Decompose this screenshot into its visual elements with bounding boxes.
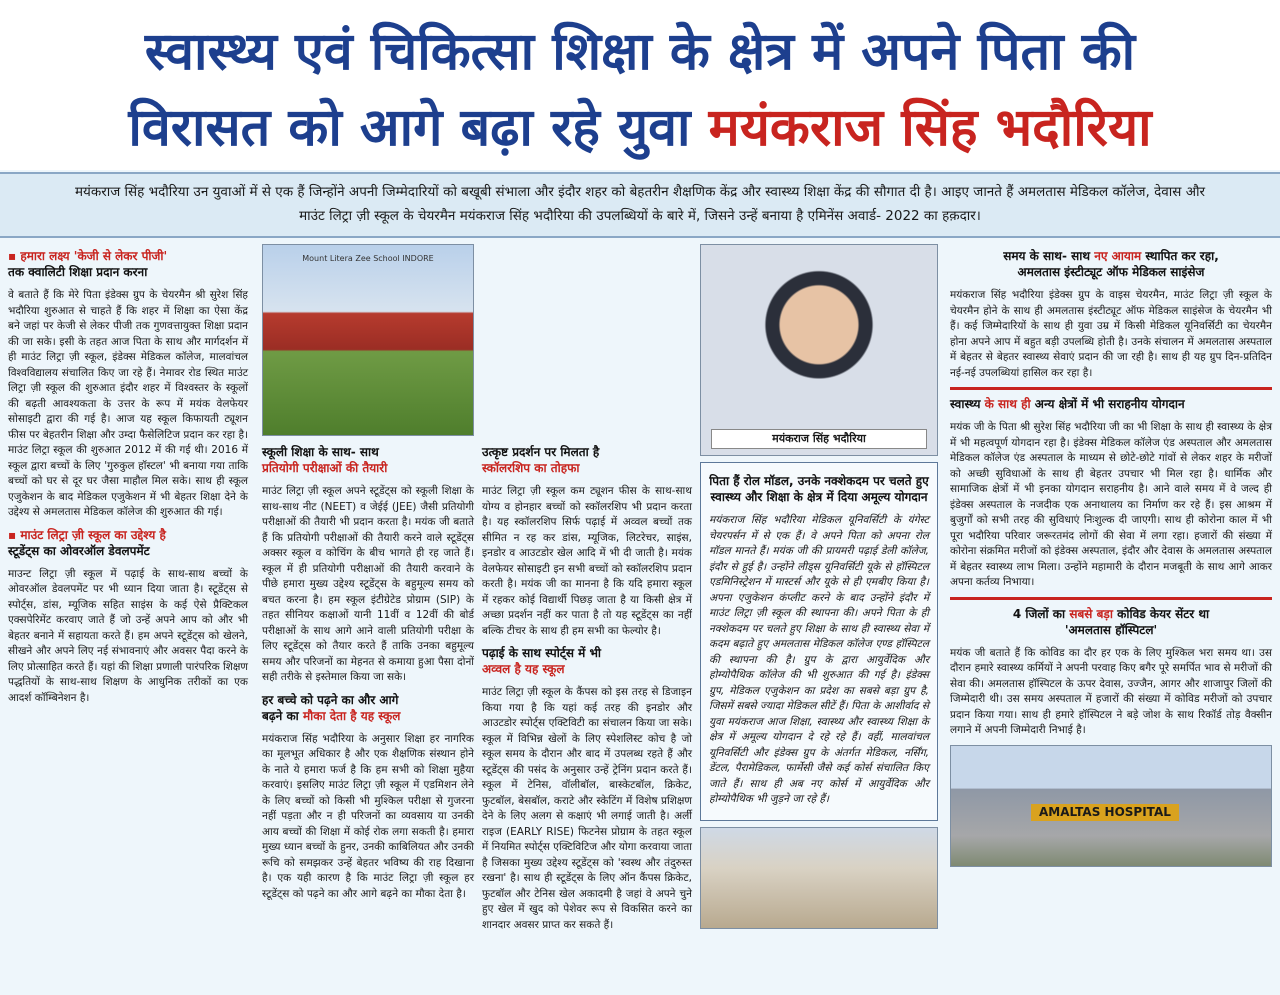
headline bbox=[0, 0, 1280, 170]
col2-heading-2 bbox=[262, 692, 474, 724]
col3-heading-2-b: अव्वल है यह स्कूल bbox=[482, 662, 565, 676]
column-2 bbox=[262, 244, 474, 908]
column-4 bbox=[700, 244, 938, 929]
school-building-photo bbox=[262, 244, 474, 436]
school-sign: Mount Litera Zee School INDORE bbox=[302, 254, 434, 263]
col2-heading-1-b: प्रतियोगी परीक्षाओं की तैयारी bbox=[262, 461, 388, 475]
col3-heading-1 bbox=[482, 444, 692, 476]
col5-heading-2-a: स्वास्थ्य bbox=[950, 397, 981, 411]
col1-heading-2-b: स्टूडेंट्स का ओवरऑल डेवलपमेंट bbox=[8, 543, 150, 558]
col3-heading-2-a: पढ़ाई के साथ स्पोर्ट्स में भी bbox=[482, 646, 602, 660]
col5-heading-1-d: अमलतास इंस्टीट्यूट ऑफ मेडिकल साइंसेज bbox=[1017, 265, 1205, 279]
col3-heading-2 bbox=[482, 645, 692, 677]
divider bbox=[950, 597, 1272, 600]
col5-paragraph-2: मयंक जी के पिता श्री सुरेश सिंह भदौरिया जी का भी शिक्षा के साथ ही स्वास्थ्य के क्षेत्र में भी महत्वपूर्ण योगदान रहा है। इंडेक्स मेडिकल कॉलेज एंड अस्पताल और अमलतास मेडिकल कॉलेज एंड अस्पताल के माध्यम से छोटे-छोटे गांवों से लेकर शहर के मरीजों को अच्छी सुविधाओं के साथ ही बेहतर उपचार भी मिल रहा है। धार्मिक और सामाजिक क्षेत्रों में भी इनका योगदान सराहनीय है। आने वाले समय में वे जल्द ही इंडेक्स अस्पताल के नजदीक एक अनाथालय का निर्माण कर रहे हैं। इस आश्रम में बुजुर्गों को सभी तरह की सुविधाएं निःशुल्क दी जाएगी। साथ ही कोरोना काल में भी पूरा भदौरिया परिवार जरूरतमंद लोगों की सेवा में लगा रहा। हजारों की संख्या में कोरोना संक्रमित मरीजों को इंडेक्स अस्पताल, इंदौर और देवास के अमलतास अस्पताल में बेहतर स्वास्थ्य लाभ मिला। उन्होंने महामारी के दौरान मजबूती के साथ आगे आकर अपना कर्तव्य निभाया। bbox=[950, 421, 1272, 588]
hospital-sign: AMALTAS HOSPITAL bbox=[1031, 804, 1179, 822]
col1-heading-1 bbox=[8, 248, 248, 280]
col5-heading-1 bbox=[950, 248, 1272, 280]
col1-paragraph-1: वे बताते हैं कि मेरे पिता इंडेक्स ग्रुप के चेयरमैन श्री सुरेश सिंह भदौरिया शुरुआत से चाहते हैं कि शहर में शिक्षा का ऐसा केंद्र बने जहां पर केजी से लेकर पीजी तक गुणवत्तायुक्त शिक्षा प्रदान की जा सके। इसी के तहत आज पिता के साथ और मार्गदर्शन में ही माउंट लिट्रा ज़ी स्कूल, इंडेक्स मेडिकल कॉलेज, मालवांचल विश्वविद्यालय संचालित किए जा रहे हैं। नेमावर रोड स्थित माउंट लिट्रा ज़ी स्कूल की शुरुआत इंदौर शहर में विश्वस्तर के स्कूलों की बढ़ती आवश्यकता के उत्तर के रूप में मयंक वेलफेयर सोसाइटी द्वारा की गई है। आज यह स्कूल किफायती ट्यूशन फीस पर बेहतरीन शिक्षा और उम्दा फैसेलिटिज प्रदान कर रहा है। माउंट लिट्रा स्कूल की शुरुआत 2012 में की गई थी। 2016 में स्कूल द्वारा बच्चों के लिए 'गुरुकुल हॉस्टल' भी बनाया गया ताकि बच्चों को घर से दूर घर जैसा माहौल मिल सके। साथ ही स्कूल एजुकेशन के बाद मेडिकल एजुकेशन में भी बेहतर शिक्षा देने के उद्देश्य से अमलतास मेडिकल कॉलेज की शुरुआत की गई। bbox=[8, 289, 248, 518]
column-1 bbox=[8, 244, 248, 712]
col1-paragraph-2: माउन्ट लिट्रा ज़ी स्कूल में पढ़ाई के साथ-साथ बच्चों के ओवरऑल डेवलपमेंट पर भी ध्यान दिया जाता है। स्टूडेंट्स से स्पोर्ट्स, डांस, म्यूजिक सहित साइंस के कई ऐसे प्रैक्टिकल एक्सपेरिमेंट करवाए जाते हैं जो उन्हें अपने आप को और भी बेहतर बनाने में सहायता करते हैं। हम अपने स्टूडेंट्स को खेलने, सीखने और अपने लिए नई संभावनाएं और अवसर पैदा करने के लिए प्रोत्साहित करते हैं। यहां की शिक्षा प्रणाली पारंपरिक शिक्षण पद्धतियों के साथ-साथ शिक्षण के आधुनिक तरीकों का एक आदर्श कॉम्बिनेशन है। bbox=[8, 567, 248, 704]
col5-heading-2-c: अन्य क्षेत्रों में भी सराहनीय योगदान bbox=[1034, 397, 1185, 411]
col1-heading-1-a: हमारा लक्ष्य 'केजी से लेकर पीजी' bbox=[20, 249, 168, 263]
col2-heading-1 bbox=[262, 444, 474, 476]
col1-heading-2 bbox=[8, 527, 248, 559]
bullet-icon: ▪ bbox=[8, 527, 17, 542]
col2-heading-2-b: बढ़ने का bbox=[262, 708, 299, 723]
col3-paragraph-1: माउंट लिट्रा ज़ी स्कूल कम ट्यूशन फीस के साथ-साथ योग्य व होनहार बच्चों को स्कॉलरशिप भी प्रदान करता है। यह स्कॉलरशिप सिर्फ पढ़ाई में अव्वल बच्चों तक सीमित न रह कर डांस, म्यूजिक, लिटरेचर, साइंस, इनडोर व आउटडोर खेल आदि में भी दी जाती है। मयंक वेलफेयर सोसाइटी इन सभी बच्चों को स्कॉलरशिप प्रदान करती है। मयंक जी का मानना है कि यदि हमारा स्कूल में रहकर कोई विद्यार्थी पिछड़ जाता है या किसी क्षेत्र में अच्छा प्रदर्शन नहीं कर पाता है तो यह स्टूडेंट्स का नहीं बल्कि टीचर के साथ ही हम सभी का फेल्योर है। bbox=[482, 485, 692, 637]
portrait-caption: मयंकराज सिंह भदौरिया bbox=[711, 429, 927, 449]
col5-heading-2-b: के साथ ही bbox=[984, 397, 1031, 411]
col2-heading-2-a: हर बच्चे को पढ़ने का और आगे bbox=[262, 692, 399, 707]
col2-heading-1-a: स्कूली शिक्षा के साथ- साथ bbox=[262, 445, 379, 459]
col5-heading-2 bbox=[950, 396, 1272, 412]
column-5 bbox=[950, 244, 1272, 867]
col3-paragraph-2: माउंट लिट्रा ज़ी स्कूल के कैंपस को इस तरह से डिजाइन किया गया है कि यहां कई तरह की इनडोर और आउटडोर स्पोर्ट्स एक्टिविटी का संचालन किया जा सके। स्कूल में विभिन्न खेलों के लिए स्पेशलिस्ट कोच है जो स्कूल समय के दौरान और बाद में उपलब्ध रहते हैं और स्टूडेंट्स की पसंद के अनुसार उन्हें ट्रेनिंग प्रदान करते हैं। स्कूल में टेनिस, वॉलीबॉल, बास्केटबॉल, क्रिकेट, फुटबॉल, बेसबॉल, कराटे और स्केटिंग में विशेष प्रशिक्षण देने के लिए अलग से कक्षाएं भी लगाई जाती है। अर्ली राइज (EARLY RISE) फिटनेस प्रोग्राम के तहत स्कूल में नियमित स्पोर्ट्स एक्टिविटिज और योगा करवाया जाता है जिसका मुख्य उद्देश्य स्टूडेंट्स को 'स्वस्थ और तंदुरुस्त रखना' है। साथ ही स्टूडेंट्स के लिए ऑन कैंपस क्रिकेट, फुटबॉल और टेनिस खेल अकादमी है जहां वे अपने चुने हुए खेल में खुद को पेशेवर रूप से विकसित करने का शानदार अवसर प्राप्त कर सकते हैं। bbox=[482, 686, 692, 931]
col5-heading-3-c: कोविड केयर सेंटर था bbox=[1117, 606, 1210, 621]
intro-strip bbox=[0, 172, 1280, 238]
col5-heading-1-a: समय के साथ- साथ bbox=[1003, 249, 1090, 263]
col4-paragraph: मयंकराज सिंह भदौरिया मेडिकल यूनिवर्सिटी के यंगेस्ट चेयरपर्सन में से एक हैं। वे अपने पिता को अपना रोल मॉडल मानते हैं। मयंक जी की प्रायमरी पढ़ाई डेली कॉलेज, इंदौर से हुई है। उन्होंने लीड्स यूनिवर्सिटी यूके से हॉस्पिटल एडमिनिस्ट्रेशन में मास्टर्स और यूके से ही एमबीए किया है। अपना एजुकेशन कंप्लीट करने के बाद उन्होंने इंदौर में माउंट लिट्रा ज़ी स्कूल की स्थापना की। अपने पिता के ही नक्शेकदम पर चलते हुए शिक्षा के साथ ही स्वास्थ्य सेवा में कदम बढ़ाते हुए अमलतास मेडिकल कॉलेज एण्ड हॉस्पिटल की स्थापना की है। ग्रुप के द्वारा आयुर्वेदिक और होम्योपैथिक कॉलेज की भी शुरुआत की गई है। इंडेक्स ग्रुप, मेडिकल एजुकेशन का प्रदेश का सबसे बड़ा ग्रुप है, जिसमें सबसे ज्यादा मेडिकल सीटें हैं। पिता के आशीर्वाद से युवा मयंकराज आज शिक्षा, स्वास्थ्य और स्वास्थ्य शिक्षा के क्षेत्र में अमूल्य योगदान दे रहे रहे हैं। वहीं, मालवांचल यूनिवर्सिटी और इंडेक्स ग्रुप के अंतर्गत मेडिकल, नर्सिंग, डेंटल, पैरामेडिकल, फार्मेसी जैसे कई कोर्स संचालित किए जाते हैं। साथ ही अब नए कोर्स में आयुर्वेदिक और होम्योपैथिक भी जुड़ने जा रहे हैं। bbox=[709, 514, 929, 805]
col3-heading-1-a: उत्कृष्ट प्रदर्शन पर मिलता है bbox=[482, 445, 600, 459]
headline-line-1: स्वास्थ्य एवं चिकित्सा शिक्षा के क्षेत्र में अपने पिता की bbox=[144, 22, 1136, 82]
col5-paragraph-1: मयंकराज सिंह भदौरिया इंडेक्स ग्रुप के वाइस चेयरमैन, माउंट लिट्रा ज़ी स्कूल के चेयरमैन होने के साथ ही अमलतास इंस्टीट्यूट ऑफ मेडिकल साइंसेज के चेयरमैन भी हैं। कई जिम्मेदारियों के साथ ही युवा उम्र में किसी मेडिकल यूनिवर्सिटी का चेयरमैन होना अपने आप में बहुत बड़ी उपलब्धि होती है। उनके संचालन में अमलतास अस्पताल में बेहतर से बेहतर स्वास्थ्य सेवाएं प्रदान की जा रही है। साथ ही यह ग्रुप दिन-प्रतिदिन नई-नई उपलब्धियां हासिल कर रहा है। bbox=[950, 289, 1272, 379]
col5-paragraph-3: मयंक जी बताते हैं कि कोविड का दौर हर एक के लिए मुश्किल भरा समय था। उस दौरान हमारे स्वास्थ्य कर्मियों ने अपनी परवाह किए बगैर पूरे समर्पित भाव से मरीजों की सेवा की। अमलतास हॉस्पिटल के ऊपर देवास, उज्जैन, आगर और शाजापुर जिलों की जिम्मेदारी थी। उस समय अस्पताल में हजारों की संख्या में कोविड मरीजों को उपचार प्रदान किया गया। साथ ही हमारे हॉस्पिटल ने बड़े जोश के साथ रिकॉर्ड तोड़ वैक्सीन लगाने में अपनी जिम्मेदारी निभाई है। bbox=[950, 646, 1272, 736]
col5-heading-1-b: नए आयाम bbox=[1094, 249, 1142, 263]
col5-heading-1-c: स्थापित कर रहा, bbox=[1145, 249, 1219, 263]
col4-feature-box bbox=[700, 462, 938, 821]
hospital-photo bbox=[950, 745, 1272, 867]
divider bbox=[950, 387, 1272, 390]
col5-heading-3-a: 4 जिलों का bbox=[1012, 606, 1066, 621]
intro-text: मयंकराज सिंह भदौरिया उन युवाओं में से एक हैं जिन्होंने अपनी जिम्मेदारियों को बखूबी संभाला और इंदौर शहर को बेहतरीन शैक्षणिक केंद्र और स्वास्थ्य शिक्षा केंद्र की सौगात दी है। आइए जानते हैं अमलतास मेडिकल कॉलेज, देवास और माउंट लिट्रा ज़ी स्कूल के चेयरमैन मयंकराज सिंह भदौरिया की उपलब्धियों के बारे में, जिसने उन्हें बनाया है एमिनेंस अवार्ड- 2022 का हक़दार। bbox=[74, 184, 1206, 224]
col2-paragraph-1: माउंट लिट्रा ज़ी स्कूल अपने स्टूडेंट्स को स्कूली शिक्षा के साथ-साथ नीट (NEET) व जेईई (JEE) जैसी प्रतियोगी परीक्षाओं की तैयारी भी प्रदान करता है। मयंक जी बताते हैं कि प्रतियोगी परीक्षाओं की तैयारी करने वाले स्टूडेंट्स अक्सर स्कूल व कोचिंग के बीच भागते ही रह जाते हैं। स्कूल में ही प्रतियोगी परीक्षाओं की तैयारी करवाने के पीछे हमारा मुख्य उद्देश्य स्टूडेंट्स के बहुमूल्य समय को बचत करना है। हम स्कूल इंटीग्रेटेड प्रोग्राम (SIP) के तहत सीनियर कक्षाओं यानी 11वीं व 12वीं की बोर्ड परीक्षाओं के साथ आगे आने वाली प्रतियोगी परीक्षा के लिए स्टूडेंट्स को तैयार करते हैं ताकि उनका बहुमूल्य समय और परिजनों का मेहनत से कमाया हुआ पैसा दोनों सही तरीके से इस्तेमाल किया जा सके। bbox=[262, 485, 474, 683]
col5-heading-3 bbox=[950, 606, 1272, 638]
col5-heading-3-b: सबसे बड़ा bbox=[1069, 606, 1113, 621]
col2-paragraph-2: मयंकराज सिंह भदौरिया के अनुसार शिक्षा हर नागरिक का मूलभूत अधिकार है और एक शैक्षणिक संस्थान होने के नाते ये हमारा फर्ज है कि हम सभी को शिक्षा मुहैया करवाएं। इसलिए माउंट लिट्रा ज़ी स्कूल में एडमिशन लेने के लिए बच्चों को किसी भी मुश्किल परीक्षा से गुजरना नहीं पड़ता और न ही परिजनों का व्यवसाय या उनकी आय बच्चों की शिक्षा में कोई रोक लगा सकती है। हमारा मुख्य ध्यान बच्चों के हुनर, उनकी काबिलियत और उनकी रूचि को समझकर उन्हें बेहतर भविष्य की राह दिखाना है। एक यही कारण है कि माउंट लिट्रा ज़ी स्कूल हर स्टूडेंट्स को पढ़ने का और आगे बढ़ने का मौका देता है। bbox=[262, 732, 474, 900]
medical-college-photo bbox=[700, 827, 938, 929]
headline-name: मयंकराज सिंह भदौरिया bbox=[708, 98, 1152, 158]
column-3 bbox=[482, 440, 692, 939]
col1-heading-1-b: तक क्वालिटी शिक्षा प्रदान करना bbox=[8, 265, 148, 279]
col4-heading: पिता हैं रोल मॉडल, उनके नक्शेकदम पर चलते हुए स्वास्थ्य और शिक्षा के क्षेत्र में दिया अमूल्य योगदान bbox=[709, 474, 929, 504]
col5-heading-3-d: 'अमलतास हॉस्पिटल' bbox=[1064, 622, 1158, 637]
col2-heading-2-c: मौका देता है यह स्कूल bbox=[302, 708, 401, 723]
portrait-photo bbox=[700, 244, 938, 456]
col3-heading-1-b: स्कॉलरशिप का तोहफा bbox=[482, 461, 580, 475]
bullet-icon: ▪ bbox=[8, 249, 17, 263]
headline-line-2-prefix: विरासत को आगे बढ़ा रहे युवा bbox=[128, 98, 691, 158]
headline-line-2 bbox=[0, 90, 1280, 166]
col1-heading-2-a: माउंट लिट्रा ज़ी स्कूल का उद्देश्य है bbox=[20, 527, 166, 542]
